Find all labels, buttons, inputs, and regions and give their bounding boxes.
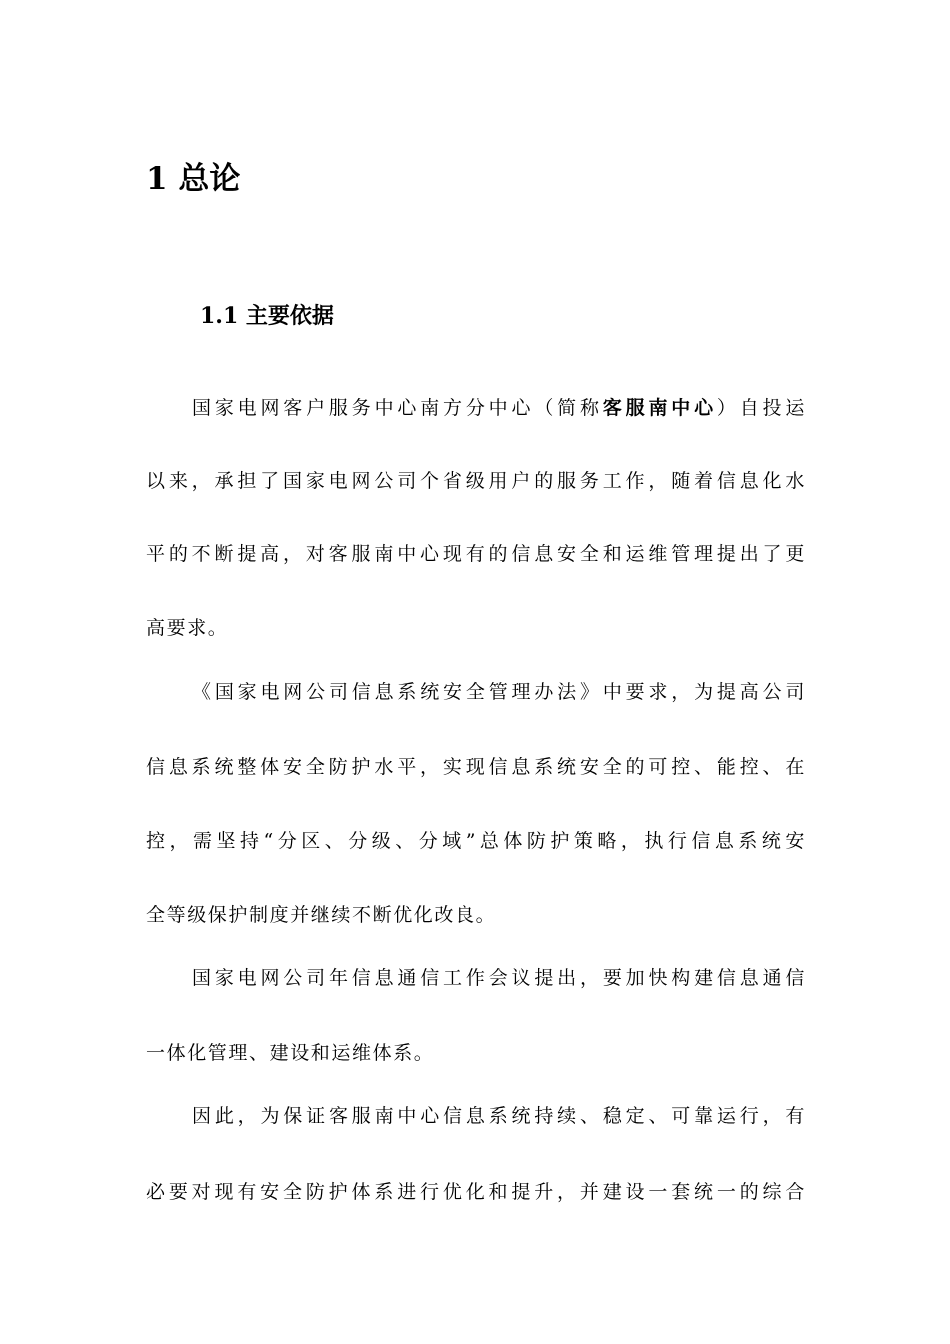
paragraph-2-line-2: 信息系统整体安全防护水平，实现信息系统安全的可控、能控、在 (146, 756, 806, 778)
paragraph-1-line-1-text-after: ）自投运 (716, 397, 806, 419)
paragraph-2-line-1: 《国家电网公司信息系统安全管理办法》中要求，为提高公司 (192, 681, 806, 703)
paragraph-1-line-4: 高要求。 (146, 617, 229, 639)
chapter-heading: 1 总论 (146, 161, 241, 197)
paragraph-1-bold-term: 客服南中心 (602, 397, 717, 419)
paragraph-2-line-4: 全等级保护制度并继续不断优化改良。 (146, 904, 497, 926)
paragraph-1-line-3: 平的不断提高，对客服南中心现有的信息安全和运维管理提出了更 (146, 543, 806, 565)
paragraph-3-line-1: 国家电网公司年信息通信工作会议提出，要加快构建信息通信 (192, 967, 806, 989)
section-heading: 1.1 主要依据 (200, 303, 334, 329)
paragraph-4-line-1: 因此，为保证客服南中心信息系统持续、稳定、可靠运行，有 (192, 1105, 806, 1127)
paragraph-1-line-2: 以来，承担了国家电网公司个省级用户的服务工作，随着信息化水 (146, 470, 806, 492)
paragraph-4-line-2: 必要对现有安全防护体系进行优化和提升，并建设一套统一的综合 (146, 1181, 806, 1203)
paragraph-1-line-1-text-before: 国家电网客户服务中心南方分中心（简称 (192, 397, 603, 419)
paragraph-1-line-1 (192, 393, 806, 423)
paragraph-2-line-3: 控，需坚持“分区、分级、分域”总体防护策略，执行信息系统安 (146, 830, 806, 852)
paragraph-3-line-2: 一体化管理、建设和运维体系。 (146, 1042, 435, 1064)
